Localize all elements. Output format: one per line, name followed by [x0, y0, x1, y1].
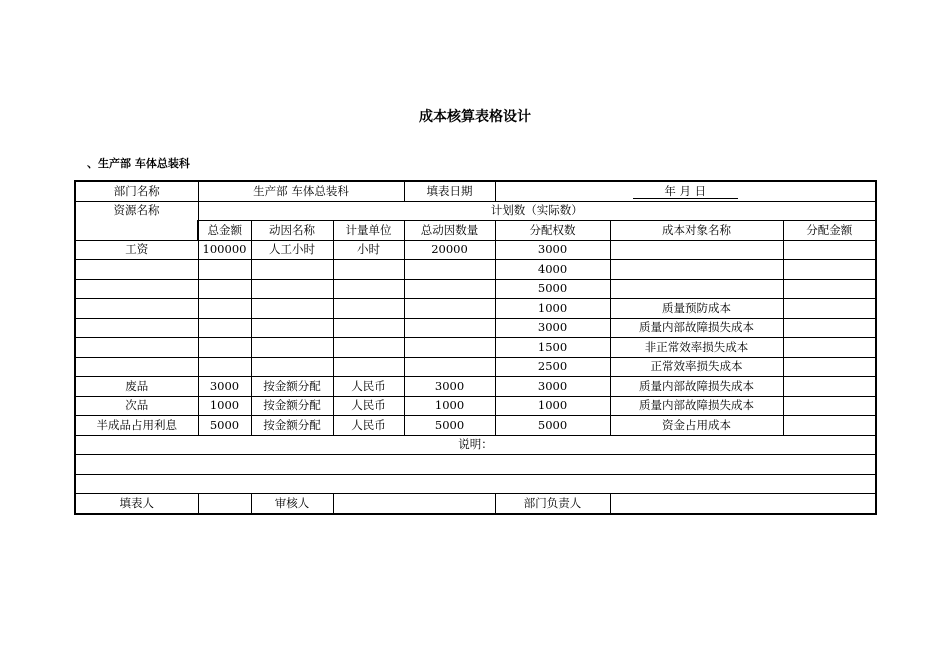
cost-object-cell[interactable]: 质量预防成本 [610, 299, 783, 319]
table-row [75, 357, 876, 377]
total-amount-cell[interactable] [198, 279, 251, 299]
table-row [75, 377, 876, 397]
weight-cell[interactable]: 3000 [495, 377, 610, 397]
resource-name-cell[interactable] [75, 279, 198, 299]
resource-name-cell[interactable] [75, 318, 198, 338]
total-amount-cell[interactable] [198, 299, 251, 319]
cost-object-cell[interactable] [610, 260, 783, 280]
reviewer-field[interactable] [333, 494, 495, 514]
resource-header-row [75, 201, 876, 221]
driver-quantity-cell[interactable] [404, 338, 495, 358]
allocated-amount-cell[interactable] [783, 377, 876, 397]
manager-label: 部门负责人 [495, 494, 610, 514]
resource-name-cell[interactable] [75, 260, 198, 280]
column-header-weight: 分配权数 [495, 221, 610, 241]
manager-field[interactable] [610, 494, 876, 514]
resource-name-cell[interactable]: 次品 [75, 396, 198, 416]
unit-cell[interactable]: 小时 [333, 240, 404, 260]
unit-cell[interactable] [333, 260, 404, 280]
plan-label: 计划数（实际数） [198, 201, 876, 221]
reviewer-label: 审核人 [251, 494, 333, 514]
driver-name-cell[interactable]: 按金额分配 [251, 377, 333, 397]
allocated-amount-cell[interactable] [783, 260, 876, 280]
filler-field[interactable] [198, 494, 251, 514]
total-amount-cell[interactable] [198, 357, 251, 377]
notes-field[interactable] [75, 455, 876, 475]
table-row [75, 240, 876, 260]
column-header-object: 成本对象名称 [610, 221, 783, 241]
total-amount-cell[interactable]: 5000 [198, 416, 251, 436]
unit-cell[interactable] [333, 338, 404, 358]
driver-name-cell[interactable]: 按金额分配 [251, 396, 333, 416]
notes-line [75, 474, 876, 494]
allocated-amount-cell[interactable] [783, 338, 876, 358]
unit-cell[interactable] [333, 357, 404, 377]
resource-name-cell[interactable]: 废品 [75, 377, 198, 397]
header-row [75, 181, 876, 201]
total-amount-cell[interactable]: 1000 [198, 396, 251, 416]
allocated-amount-cell[interactable] [783, 318, 876, 338]
driver-name-cell[interactable] [251, 318, 333, 338]
unit-cell[interactable] [333, 318, 404, 338]
driver-name-cell[interactable] [251, 260, 333, 280]
table-row [75, 260, 876, 280]
total-amount-cell[interactable] [198, 318, 251, 338]
driver-name-cell[interactable]: 按金额分配 [251, 416, 333, 436]
weight-cell[interactable]: 1500 [495, 338, 610, 358]
table-row [75, 318, 876, 338]
cost-object-cell[interactable]: 质量内部故障损失成本 [610, 318, 783, 338]
table-row [75, 279, 876, 299]
total-amount-cell[interactable] [198, 338, 251, 358]
cost-object-cell[interactable]: 质量内部故障损失成本 [610, 377, 783, 397]
driver-quantity-cell[interactable]: 20000 [404, 240, 495, 260]
allocated-amount-cell[interactable] [783, 279, 876, 299]
driver-name-cell[interactable] [251, 299, 333, 319]
table-row [75, 338, 876, 358]
filler-label: 填表人 [75, 494, 198, 514]
notes-field[interactable] [75, 474, 876, 494]
allocated-amount-cell[interactable] [783, 299, 876, 319]
driver-quantity-cell[interactable] [404, 299, 495, 319]
notes-line [75, 455, 876, 475]
weight-cell[interactable]: 5000 [495, 279, 610, 299]
driver-quantity-cell[interactable] [404, 260, 495, 280]
total-amount-cell[interactable]: 3000 [198, 377, 251, 397]
unit-cell[interactable]: 人民币 [333, 416, 404, 436]
resource-label: 资源名称 [75, 201, 198, 240]
allocated-amount-cell[interactable] [783, 416, 876, 436]
notes-label: 说明： [75, 435, 876, 455]
unit-cell[interactable] [333, 299, 404, 319]
column-header-quantity: 总动因数量 [404, 221, 495, 241]
cost-accounting-table [74, 180, 877, 515]
resource-name-cell[interactable]: 半成品占用利息 [75, 416, 198, 436]
unit-cell[interactable]: 人民币 [333, 377, 404, 397]
driver-name-cell[interactable]: 人工小时 [251, 240, 333, 260]
allocated-amount-cell[interactable] [783, 357, 876, 377]
unit-cell[interactable] [333, 279, 404, 299]
driver-quantity-cell[interactable]: 3000 [404, 377, 495, 397]
resource-name-cell[interactable] [75, 357, 198, 377]
allocated-amount-cell[interactable] [783, 396, 876, 416]
cost-object-cell[interactable] [610, 240, 783, 260]
weight-cell[interactable]: 1000 [495, 396, 610, 416]
unit-cell[interactable]: 人民币 [333, 396, 404, 416]
weight-cell[interactable]: 5000 [495, 416, 610, 436]
driver-quantity-cell[interactable] [404, 279, 495, 299]
cost-object-cell[interactable]: 正常效率损失成本 [610, 357, 783, 377]
footer-row [75, 494, 876, 514]
resource-name-cell[interactable] [75, 338, 198, 358]
dept-label: 部门名称 [75, 181, 198, 201]
driver-quantity-cell[interactable]: 1000 [404, 396, 495, 416]
driver-name-cell[interactable] [251, 357, 333, 377]
section-heading: 、生产部 车体总装科 [87, 157, 190, 170]
resource-name-cell[interactable] [75, 299, 198, 319]
column-header-driver: 动因名称 [251, 221, 333, 241]
document-title: 成本核算表格设计 [419, 109, 531, 125]
driver-quantity-cell[interactable] [404, 357, 495, 377]
date-label: 填表日期 [404, 181, 495, 201]
allocated-amount-cell[interactable] [783, 240, 876, 260]
driver-quantity-cell[interactable]: 5000 [404, 416, 495, 436]
table-row [75, 299, 876, 319]
resource-name-cell[interactable]: 工资 [75, 240, 198, 260]
total-amount-cell[interactable] [198, 260, 251, 280]
weight-cell[interactable]: 3000 [495, 240, 610, 260]
cost-object-cell[interactable]: 质量内部故障损失成本 [610, 396, 783, 416]
cost-object-cell[interactable]: 资金占用成本 [610, 416, 783, 436]
weight-cell[interactable]: 4000 [495, 260, 610, 280]
weight-cell[interactable]: 1000 [495, 299, 610, 319]
date-value: 年 月 日 [633, 184, 738, 199]
cost-object-cell[interactable]: 非正常效率损失成本 [610, 338, 783, 358]
driver-name-cell[interactable] [251, 338, 333, 358]
dept-value[interactable]: 生产部 车体总装科 [198, 181, 404, 201]
column-header-total: 总金额 [198, 221, 251, 241]
notes-row [75, 435, 876, 455]
total-amount-cell[interactable]: 100000 [198, 240, 251, 260]
table-row [75, 416, 876, 436]
column-header-unit: 计量单位 [333, 221, 404, 241]
date-value-cell[interactable] [495, 181, 876, 201]
weight-cell[interactable]: 2500 [495, 357, 610, 377]
driver-quantity-cell[interactable] [404, 318, 495, 338]
column-header-amount: 分配金额 [783, 221, 876, 241]
cost-object-cell[interactable] [610, 279, 783, 299]
driver-name-cell[interactable] [251, 279, 333, 299]
weight-cell[interactable]: 3000 [495, 318, 610, 338]
table-row [75, 396, 876, 416]
